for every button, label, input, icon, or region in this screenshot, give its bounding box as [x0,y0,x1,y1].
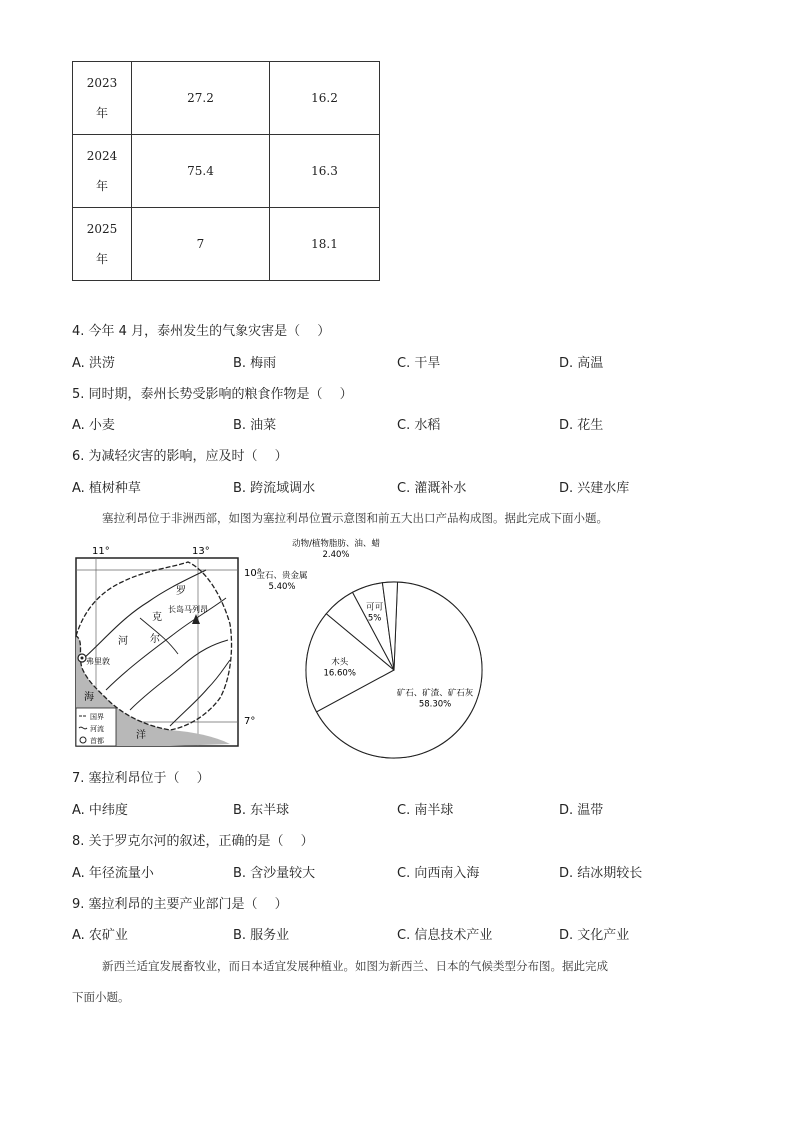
option-a[interactable]: A. 中纬度 [72,803,128,818]
option-b[interactable]: B. 含沙量较大 [233,866,316,881]
data-table [72,61,380,281]
lat-label-top: 10° [244,568,262,579]
option-c[interactable]: C. 南半球 [397,803,454,818]
place-label: 长岛马列昂 [168,605,208,614]
option-d[interactable]: D. 温带 [559,803,604,818]
question-5: 5. 同时期，泰州长势受影响的粮食作物是（ ） [72,387,353,402]
value-cell: 75.4 [132,135,270,208]
option-d[interactable]: D. 高温 [559,356,604,371]
option-c[interactable]: C. 灌溉补水 [397,481,467,496]
option-a[interactable]: A. 植树种草 [72,481,141,496]
option-c[interactable]: C. 向西南入海 [397,866,480,881]
option-b[interactable]: B. 服务业 [233,928,290,943]
option-a[interactable]: A. 洪涝 [72,356,115,371]
river-label: 克 [152,612,162,623]
pie-value-label: 58.30% [418,699,452,710]
value-cell: 16.3 [270,135,380,208]
option-c[interactable]: C. 干旱 [397,356,441,371]
table-row [73,135,380,208]
pie-value-label: 5% [367,613,382,624]
river-label: 罗 [176,586,186,597]
lon-label-right: 13° [192,546,210,557]
question-4: 4. 今年 4 月，泰州发生的气象灾害是（ ） [72,324,331,339]
year-cell: 2025 年 [73,208,132,281]
pie-label: 可可 [366,602,384,613]
table-row [73,208,380,281]
option-d[interactable]: D. 兴建水库 [559,481,630,496]
legend-river-label: 河流 [90,725,104,733]
question-9: 9. 塞拉利昂的主要产业部门是（ ） [72,897,288,912]
capital-dot [81,657,84,660]
pie-label: 宝石、贵金属 [256,571,308,581]
capital-legend-icon [80,737,86,743]
question-8: 8. 关于罗克尔河的叙述，正确的是（ ） [72,834,314,849]
pie-value-label: 2.40% [322,550,350,560]
value-cell: 7 [132,208,270,281]
option-a[interactable]: A. 年径流量小 [72,866,154,881]
option-c[interactable]: C. 水稻 [397,418,441,433]
option-b[interactable]: B. 东半球 [233,803,290,818]
question-7: 7. 塞拉利昂位于（ ） [72,771,210,786]
legend-border-label: 国界 [90,713,104,721]
value-cell: 27.2 [132,62,270,135]
option-d[interactable]: D. 文化产业 [559,928,630,943]
pie-value-label: 5.40% [268,582,296,592]
option-b[interactable]: B. 梅雨 [233,356,277,371]
lon-label-left: 11° [92,546,110,557]
value-cell: 16.2 [270,62,380,135]
option-c[interactable]: C. 信息技术产业 [397,928,493,943]
year-cell: 2024 年 [73,135,132,208]
legend-capital-label: 首都 [90,737,104,745]
option-d[interactable]: D. 花生 [559,418,604,433]
capital-label: 弗里敦 [86,657,110,666]
lat-label-bottom: 7° [244,716,256,727]
river-label: 尔 [150,634,160,645]
intro-nz-japan: 新西兰适宜发展畜牧业，而日本适宜发展种植业。如图为新西兰、日本的气候类型分布图。据此完成 [102,959,608,973]
option-d[interactable]: D. 结冰期较长 [559,866,643,881]
intro-sierra-leone: 塞拉利昂位于非洲西部，如图为塞拉利昂位置示意图和前五大出口产品构成图。据此完成下面小题。 [102,511,608,525]
question-6: 6. 为减轻灾害的影响，应及时（ ） [72,449,288,464]
option-b[interactable]: B. 跨流域调水 [233,481,316,496]
value-cell: 18.1 [270,208,380,281]
pie-label: 矿石、矿渣、矿石灰 [396,688,474,699]
option-a[interactable]: A. 农矿业 [72,928,128,943]
intro-nz-japan-cont: 下面小题。 [72,990,130,1004]
pie-value-label: 16.60% [323,668,356,679]
pie-label: 木头 [331,657,349,668]
sea-label: 洋 [136,730,146,741]
option-b[interactable]: B. 油菜 [233,418,277,433]
sierra-leone-map [70,540,270,750]
export-pie-chart [256,530,522,760]
table-row [73,62,380,135]
river-label: 河 [118,636,128,647]
year-cell: 2023 年 [73,62,132,135]
sea-label: 海 [84,692,94,703]
pie-label: 动物/植物脂肪、油、蜡 [292,539,380,549]
option-a[interactable]: A. 小麦 [72,418,115,433]
